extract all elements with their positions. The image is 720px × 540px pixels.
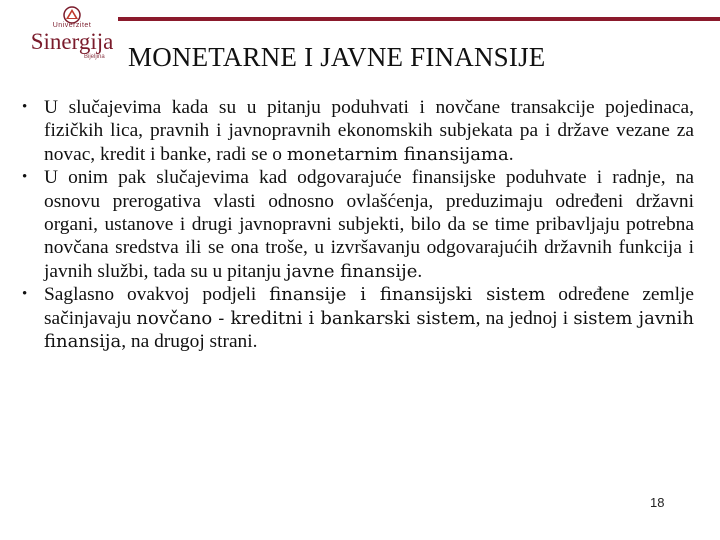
page-number: 18 [650, 495, 665, 510]
slide-title: MONETARNE I JAVNE FINANSIJE [128, 42, 546, 72]
bullet-item-system [22, 283, 694, 353]
bullet-text: . [508, 143, 514, 165]
bullet-text: U slučajevima kada su u pitanju poduhvati i novčane transakcije pojedinaca, fizičkih lica, pravnih i javnopravnih ekonomskih subjekata pa i države vezane za novac, kredit i banke, radi se o [44, 97, 694, 165]
header-accent-bar [118, 17, 720, 21]
bullet-text: Saglasno ovakvoj podjeli [44, 284, 270, 306]
logo-city-text: Bijeljina [84, 54, 105, 60]
bullet-emphasis: monetarnim finansijama [286, 143, 509, 165]
bullet-dot-icon: • [22, 169, 28, 186]
bullet-text: . [417, 260, 423, 282]
bullet-emphasis: javne finansije [285, 260, 418, 282]
university-logo [22, 4, 122, 66]
logo-name-text: Sinergija [30, 29, 114, 54]
bullet-emphasis: novčano - kreditni i bankarski sistem [136, 307, 476, 329]
slide-content [22, 96, 694, 353]
bullet-dot-icon: • [22, 99, 28, 115]
bullet-dot-icon: • [22, 286, 28, 303]
bullet-emphasis: finansije i finansijski sistem [269, 284, 546, 306]
bullet-emphasis: sistem javnih finansija [44, 307, 694, 353]
bullet-text: , na drugoj strani. [121, 331, 258, 353]
bullet-item-monetary [22, 96, 694, 166]
bullet-text: određene zemlje sačinjavaju [44, 284, 694, 329]
bullet-item-public [22, 166, 694, 283]
bullet-text: , na jednoj i [475, 307, 574, 329]
bullet-text: U onim pak slučajevima kad odgovarajuće finansijske poduhvate i radnje, na osnovu prerogativa vlasti odnosno ovlašćenja, preduzimaju određeni državni organi, ustanove i drugi javnopravni subjekti, bilo da se time pribavljaju potrebna novčana sredstva ili se ona troše, u izvršavanju odgovarajućih državnih funkcija i javnih službi, tada su u pitanju [44, 167, 694, 282]
logo-university-text: Univerzitet [52, 22, 92, 29]
